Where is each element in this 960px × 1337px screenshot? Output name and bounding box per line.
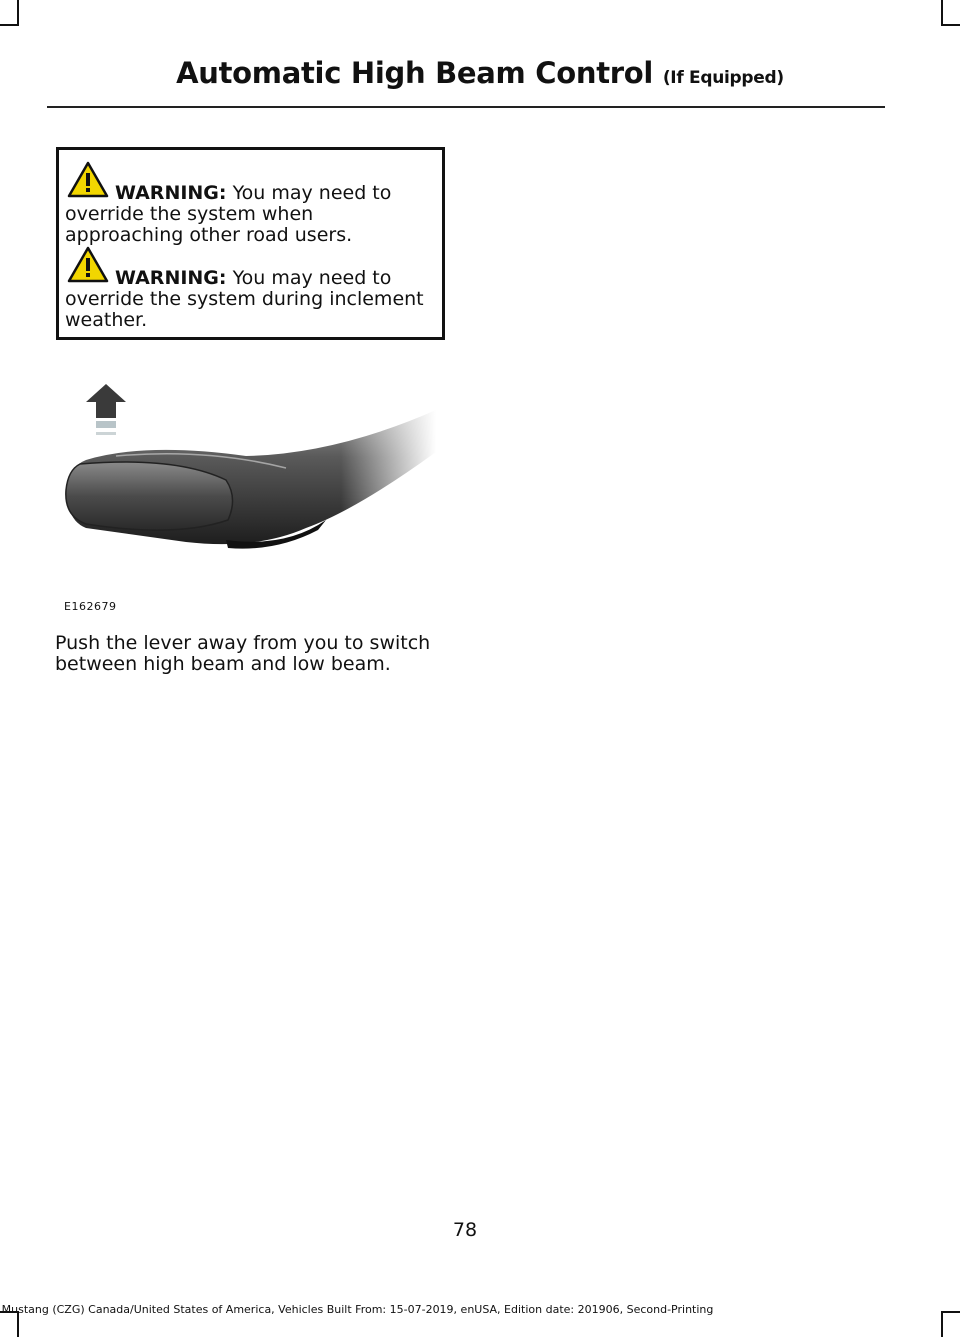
warning-text-start: You may need to [232, 182, 392, 204]
warning-text-start: You may need to [232, 267, 392, 289]
figure-id: E162679 [64, 600, 117, 613]
warning-triangle-icon [67, 246, 109, 283]
page-title-qualifier: (If Equipped) [662, 68, 784, 88]
warning-box [56, 147, 445, 340]
body-paragraph: Push the lever away from you to switch between high beam and low beam. [55, 632, 431, 675]
crop-mark-bottom-right-h [941, 1311, 960, 1313]
page-title-text: Automatic High Beam Control [176, 56, 654, 90]
warning-2 [65, 268, 437, 331]
crop-mark-bottom-right-v [941, 1311, 943, 1337]
warning-1 [65, 183, 437, 246]
crop-mark-top-left-v [17, 0, 19, 26]
warning-text-rest: override the system during inclement weather. [65, 288, 424, 331]
lever-illustration [56, 380, 436, 620]
warning-label: WARNING: [115, 267, 227, 289]
warning-triangle-icon [67, 161, 109, 198]
warning-text-rest: override the system when approaching other road users. [65, 203, 353, 246]
page-title [0, 56, 960, 90]
crop-mark-top-left-h [0, 24, 19, 26]
crop-mark-top-right-h [941, 24, 960, 26]
page-number: 78 [452, 1219, 478, 1241]
crop-mark-top-right-v [941, 0, 943, 26]
header-divider [47, 106, 885, 108]
footer-text: Mustang (CZG) Canada/United States of America, Vehicles Built From: 15-07-2019, enUSA, Edition date: 201906, Second-Printing [1, 1303, 714, 1316]
warning-label: WARNING: [115, 182, 227, 204]
